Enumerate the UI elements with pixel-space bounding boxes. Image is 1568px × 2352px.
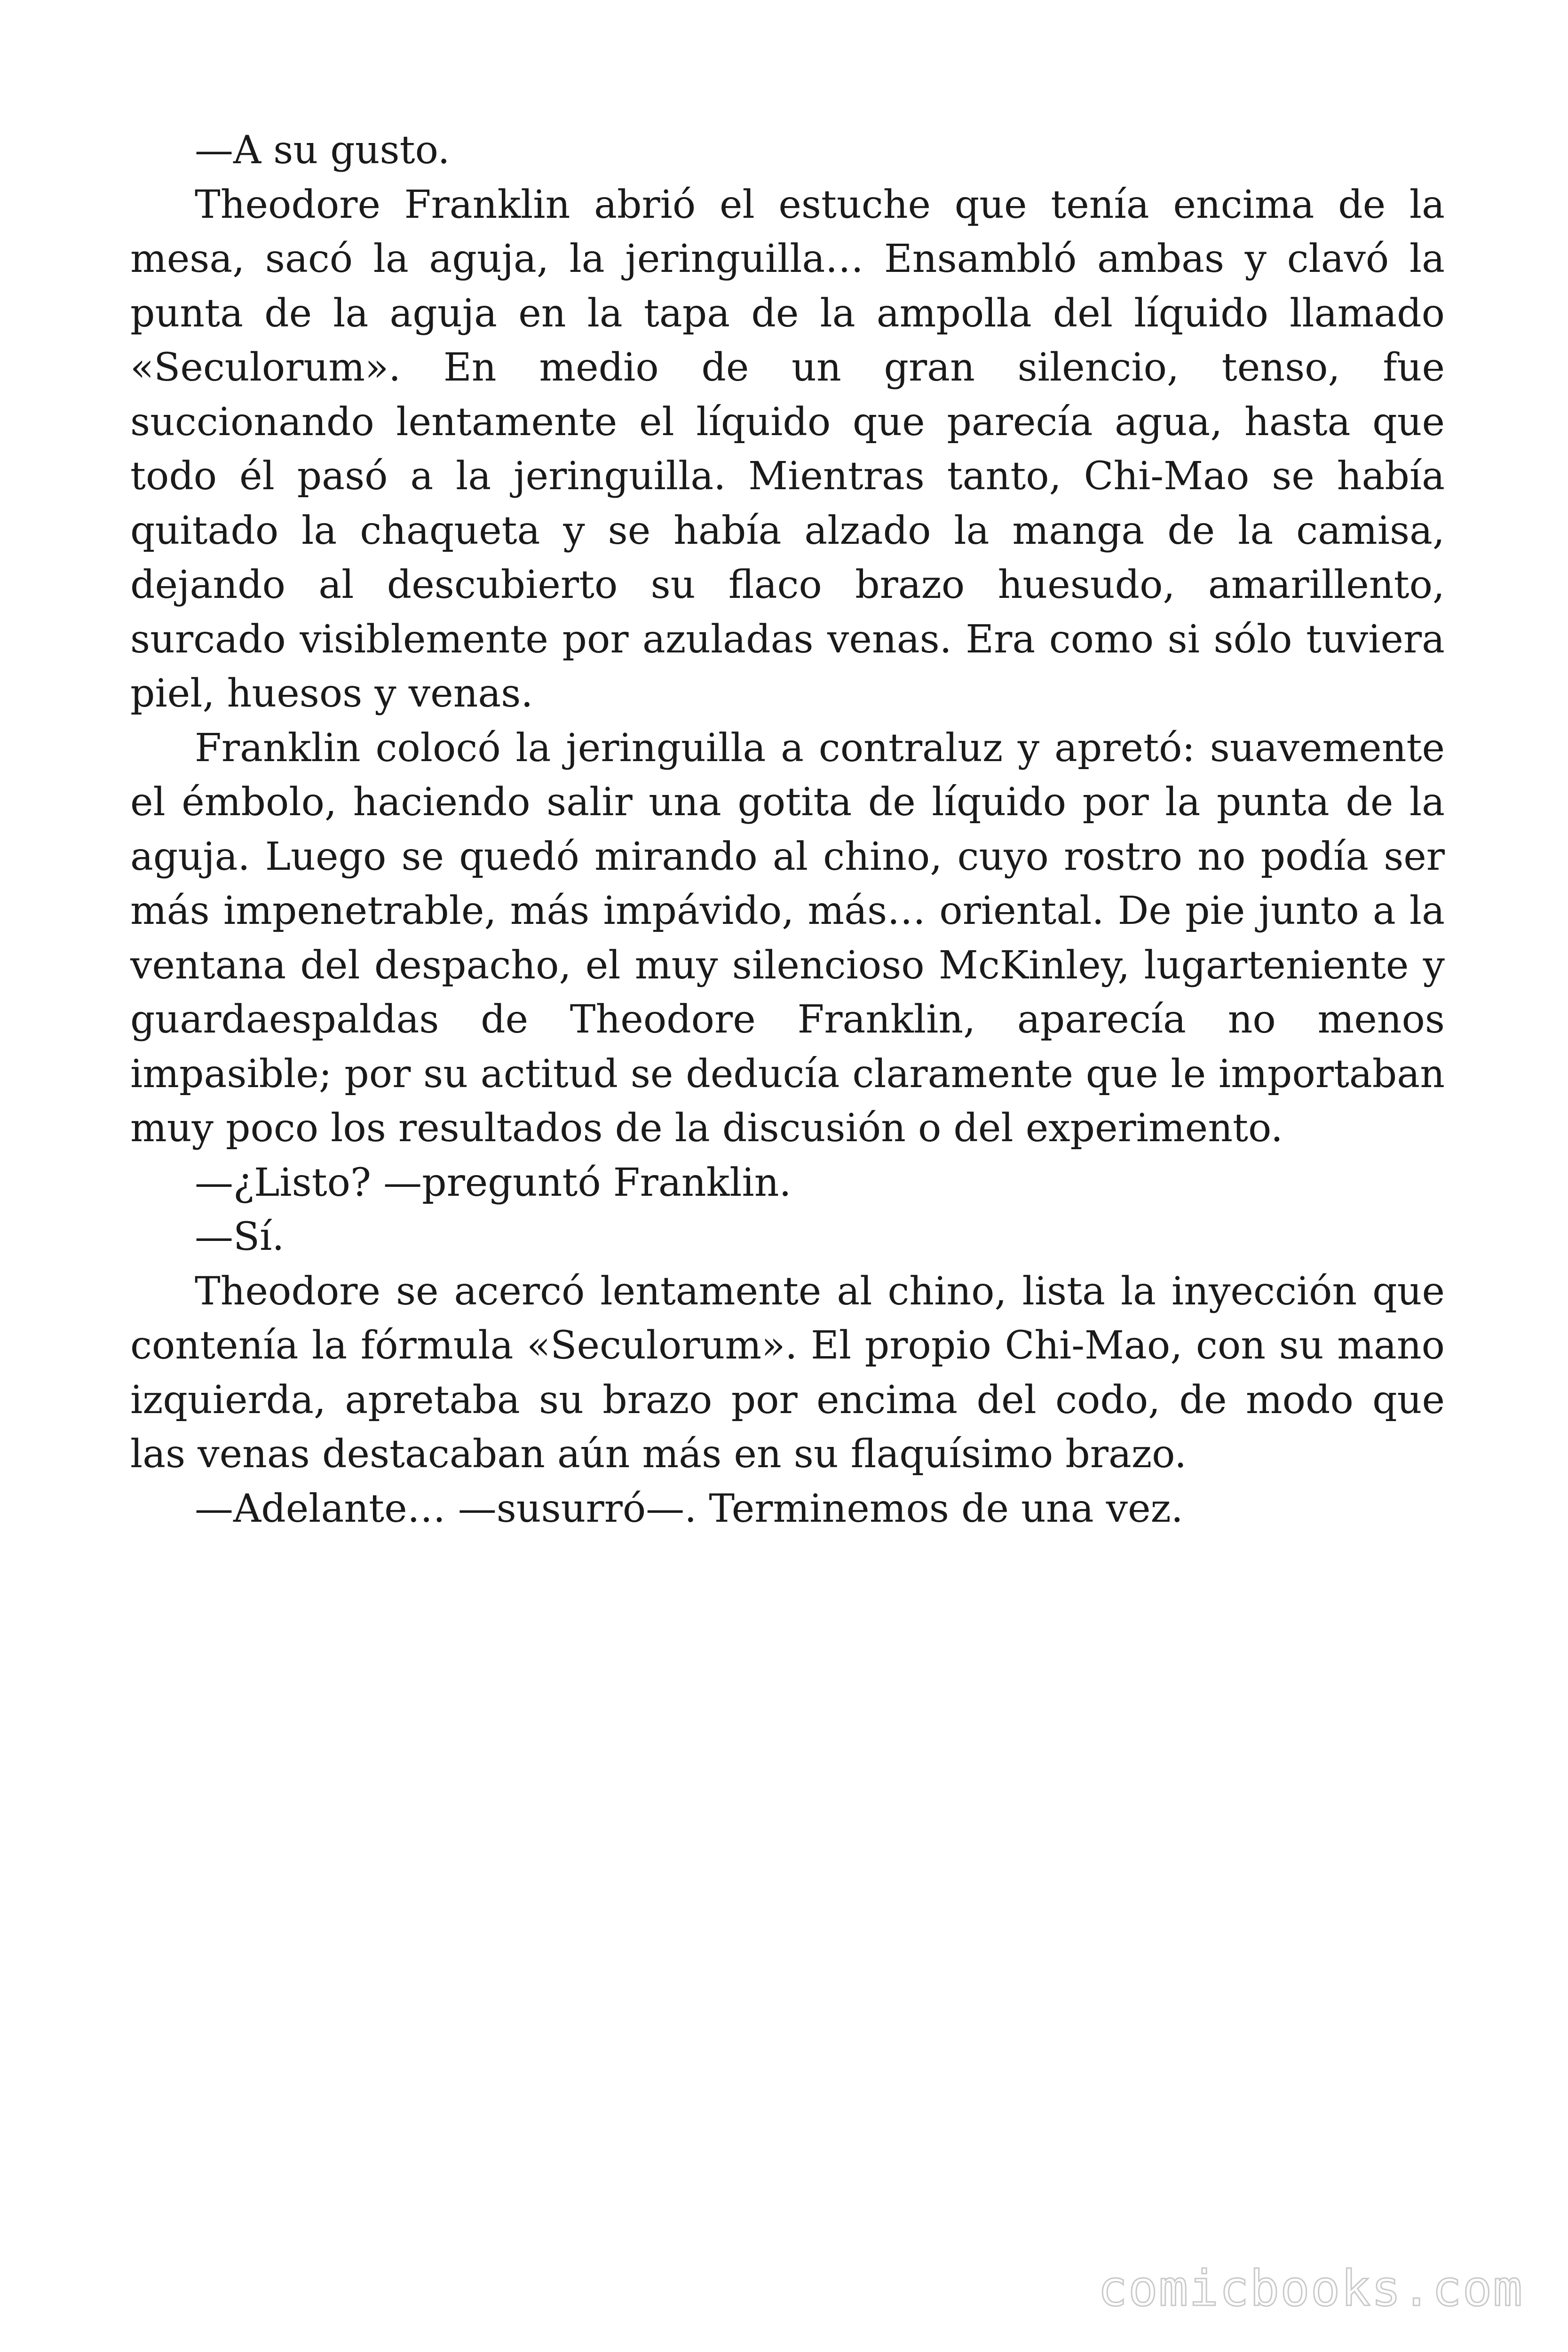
paragraph-3: Franklin colocó la jeringuilla a contraluz y apretó: suavemente el émbolo, haciendo salir una gotita de líquido por la punta de la aguja. Luego se quedó mirando al chino, cuyo rostro no podía ser más impenetrable, más impávido, más… oriental. De pie junto a la ventana del despacho, el muy silencioso McKinley, lugarteniente y guardaespaldas de Theodore Franklin, aparecía no menos impasible; por su actitud se deducía claramente que le importaban muy poco los resultados de la discusión o del experimento. [130, 725, 1445, 1151]
watermark: comicbooks.com [1098, 2260, 1523, 2317]
paragraph-2: Theodore Franklin abrió el estuche que tenía encima de la mesa, sacó la aguja, la jeringuilla… Ensambló ambas y clavó la punta de la aguja en la tapa de la ampolla del líquido llamado «Seculorum». En medio de un gran silencio, tenso, fue succionando lentamente el líquido que parecía agua, hasta que todo él pasó a la jeringuilla. Mientras tanto, Chi-Mao se había quitado la chaqueta y se había alzado la manga de la camisa, dejando al descubierto su flaco brazo huesudo, amarillento, surcado visiblemente por azuladas venas. Era como si sólo tuviera piel, huesos y venas. [130, 182, 1445, 716]
body-text [130, 123, 1445, 1536]
paragraph-1: —A su gusto. [195, 128, 450, 173]
paragraph-7: —Adelante… —susurró—. Terminemos de una vez. [195, 1486, 1183, 1531]
paragraph-4: —¿Listo? —preguntó Franklin. [195, 1160, 792, 1205]
paragraph-5: —Sí. [195, 1215, 285, 1259]
paragraph-6: Theodore se acercó lentamente al chino, lista la inyección que contenía la fórmula «Seculorum». El propio Chi-Mao, con su mano izquierda, apretaba su brazo por encima del codo, de modo que las venas destacaban aún más en su flaquísimo brazo. [130, 1269, 1445, 1477]
